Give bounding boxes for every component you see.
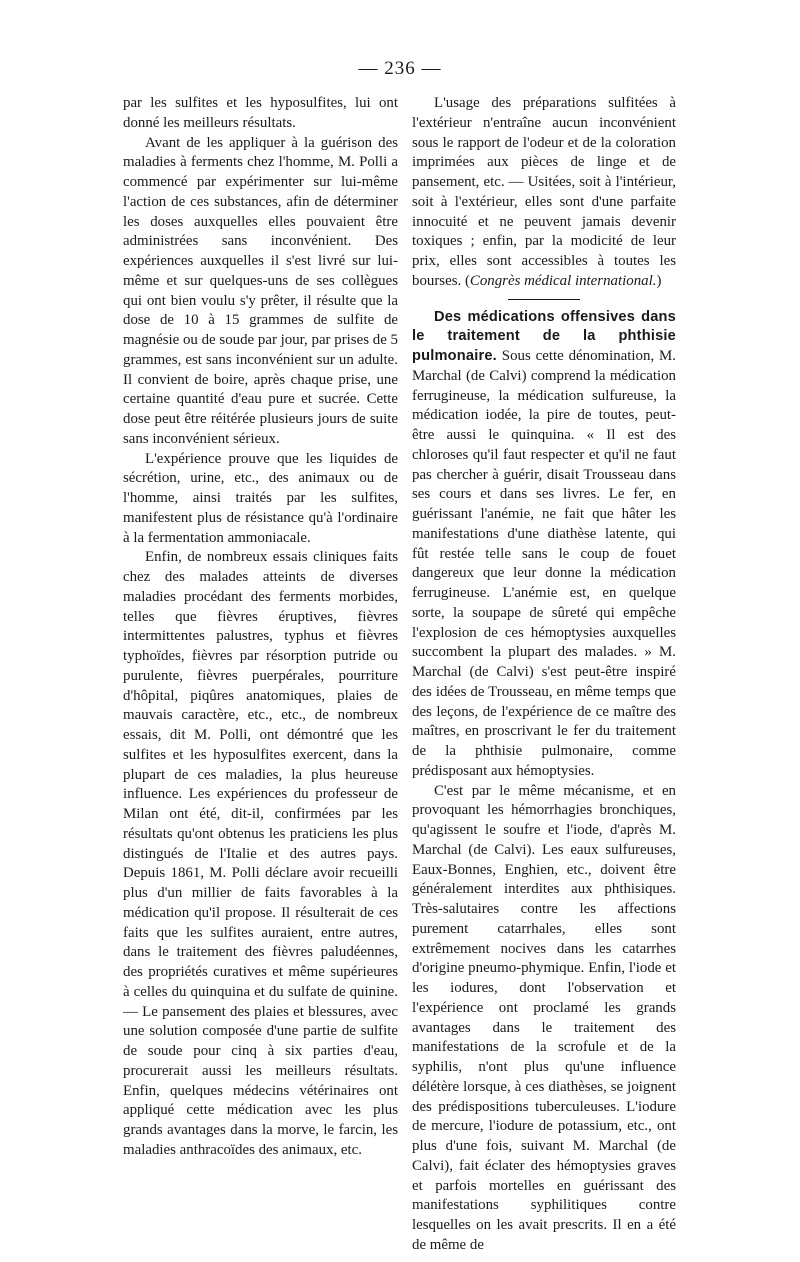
page-number: — 236 —	[358, 58, 442, 79]
section-heading: Des médications offensives dans le traitement de la phthisie pulmonaire.	[412, 308, 676, 364]
right-column	[412, 94, 676, 1256]
citation-close: )	[656, 272, 662, 289]
paragraph-clinical-trials: Enfin, de nombreux essais cliniques faits chez des malades atteints de diverses maladies procédant des ferments morbides, telles que fièvres éruptives, fièvres intermittentes palustres, typhus et fièvres typhoïdes, fièvres par résorption putride ou purulente, fièvres puerpérales, pourriture d'hôpital, piqûres anatomiques, plaies de mauvais caractère, etc., etc., de nombreux essais, dit M. Polli, ont démontré que les sulfites et les hyposulfites exercent, dans la plupart de ces maladies, la plus heureuse influence. Les expériences du professeur de Milan ont été, dit-il, confirmées par les résultats qu'ont obtenus les praticiens les plus distingués de l'Italie et des autres pays. Depuis 1861, M. Polli déclare avoir recueilli plus d'un millier de faits favorables à la médication qu'il propose. Il résulterait de ces faits que les sulfites auraient, entre autres, dans le traitement des fièvres paludéennes, des propriétés curatives et même supérieures à celles du quinquina et du sulfate de quinine. — Le pansement des plaies et blessures, avec une solution composée d'une partie de sulfite de soude pour cinq à six parties d'eau, procurerait aussi les meilleurs résultats. Enfin, quelques médecins vétérinaires ont appliqué cette médication avec les plus grands avantages dans la morve, le farcin, les maladies anthracoïdes des animaux, etc.	[123, 549, 398, 1158]
offensive-medications-text: Sous cette dénomination, M. Marchal (de Calvi) comprend la médication ferrugineuse, la médication sulfureuse, la médication iodée, la pire de toutes, peut-être aussi le quinquina. « Il est des chloroses qu'il faut respecter et qu'il ne faut pas chercher à guérir, disait Trousseau dans ses cours et dans ses livres. Le fer, en guérissant l'anémie, ne fait que hâter les manifestations d'une diathèse latente, qui fût restée telle sans le coup de fouet dangereux que leur donne la médication ferrugineuse. L'anémie est, en quelque sorte, la soupape de sûreté qui empêche l'explosion de ces hémoptysies auxquelles succombent la plupart des malades. » M. Marchal (de Calvi) s'est peut-être inspiré des idées de Trousseau, en même temps que des leçons, de l'expérience de ce maître des maîtres, en proscrivant le fer du traitement de la phthisie pulmonaire, comme prédisposant aux hémoptysies.	[412, 348, 676, 779]
paragraph-polli-experiments: Avant de les appliquer à la guérison des maladies à ferments chez l'homme, M. Polli a commencé par expérimenter sur lui-même l'action de ces substances, afin de déterminer les doses auxquelles elles pouvaient être administrées sans inconvénient. Des expériences auxquelles il s'est livré sur lui-même et sur quelques-uns de ses collègues qui ont bien voulu s'y prêter, il résulte que la dose de 10 à 15 grammes de sulfite de magnésie ou de soude par jour, par prises de 5 grammes, est sans inconvénient sur un adulte. Il convient de boire, après chaque prise, une certaine quantité d'eau pure et sucrée. Cette dose peut être réitérée plusieurs jours de suite sans inconvénient sérieux.	[123, 134, 398, 447]
external-use-text: L'usage des préparations sulfitées à l'extérieur n'entraîne aucun inconvénient sous le rapport de l'odeur et de la coloration imprimées aux pièces de linge et de pansement, etc. — Usitées, soit à l'intérieur, soit à l'extérieur, elles sont d'une parfaite innocuité et ne peuvent jamais devenir toxiques ; enfin, par la modicité de leur prix, elles sont accessibles à toutes les bourses.	[412, 95, 676, 289]
section-divider	[508, 299, 580, 300]
paragraph-external-use	[412, 94, 676, 292]
left-column	[123, 94, 398, 1161]
citation-source: Congrès médical international.	[469, 272, 657, 289]
paragraph-offensive-medications	[412, 308, 676, 782]
paragraph-secretions: L'expérience prouve que les liquides de sécrétion, urine, etc., des animaux ou de l'homme, ainsi traités par les sulfites, manifestent plus de résistance qu'à l'ordinaire à la fermentation ammoniacale.	[123, 450, 398, 546]
paragraph-mechanism: C'est par le même mécanisme, et en provoquant les hémorrhagies bronchiques, qu'agissent le soufre et l'iode, d'après M. Marchal (de Calvi). Les eaux sulfureuses, Eaux-Bonnes, Enghien, etc., doivent être généralement interdites aux phthisiques. Très-salutaires contre les affections purement catarrhales, elles sont extrêmement nocives dans les catarrhes d'origine pneumo-phymique. Enfin, l'iode et les iodures, dont l'observation et l'expérience ont proclamé les grands avantages dans le traitement des manifestations de la scrofule et de la syphilis, n'ont plus qu'une influence délétère lorsque, à ces diathèses, se joignent des prédispositions tuberculeuses. L'iodure de mercure, l'iodure de potassium, etc., ont plus d'une fois, suivant M. Marchal (de Calvi), fait éclater des hémoptysies graves et parfois mortelles en guérissant des manifestations syphilitiques contre lesquelles on les avait prescrits. Il en a été de même de	[412, 782, 676, 1253]
citation-open: (	[461, 272, 470, 289]
paragraph-continuation: par les sulfites et les hyposulfites, lui ont donné les meilleurs résultats.	[123, 95, 398, 131]
